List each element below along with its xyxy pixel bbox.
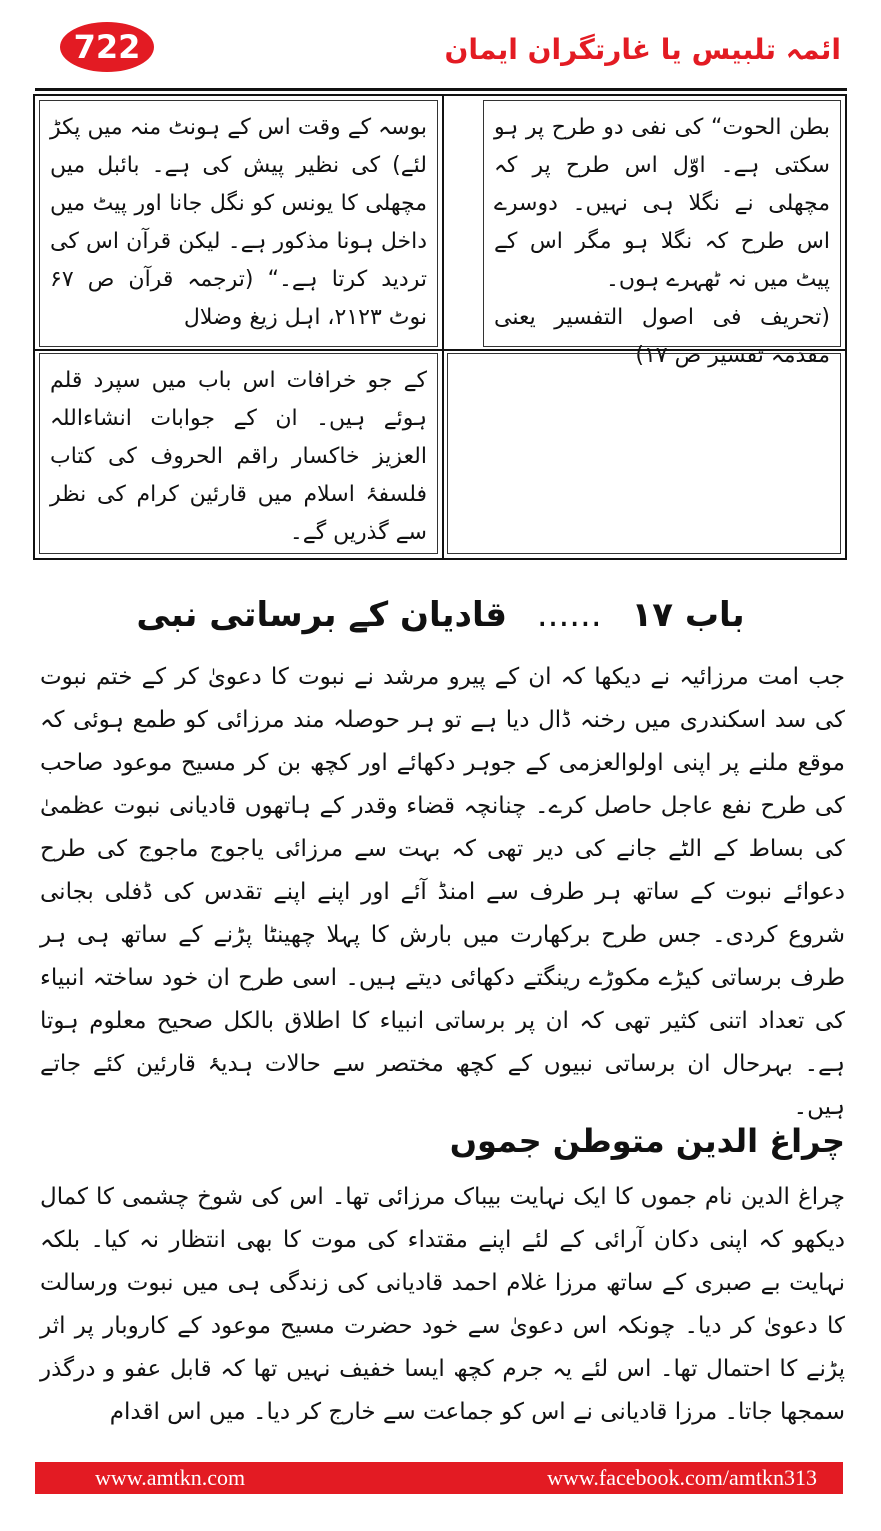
comparison-table bbox=[33, 94, 847, 560]
table-cell-bottom-left bbox=[39, 353, 438, 554]
page-header bbox=[0, 0, 881, 92]
facebook-link[interactable]: www.facebook.com/amtkn313 bbox=[547, 1465, 817, 1490]
chapter-heading bbox=[0, 588, 881, 642]
table-cell-bottom-right bbox=[447, 353, 841, 554]
header-divider bbox=[35, 88, 847, 91]
chapter-number: باب ۱۷ bbox=[631, 595, 745, 635]
section-heading: چراغ الدین متوطن جموں bbox=[449, 1122, 845, 1160]
chapter-separator: ...... bbox=[536, 595, 602, 635]
body-paragraph: چراغ الدین نام جموں کا ایک نہایت بیباک مرزائی تھا۔ اس کی شوخ چشمی کا کمال دیکھو کہ اپنی دکان آرائی کے لئے اپنے مقتداء کی موت کا بھی انتظار نہ کیا۔ بلکہ نہایت بے صبری کے ساتھ مرزا غلام احمد قادیانی کی زندگی ہی میں نبوت ورسالت کا دعویٰ کر دیا۔ چونکہ اس دعویٰ سے خود حضرت مسیح موعود کے کاروبار پر اثر پڑنے کا احتمال تھا۔ اس لئے یہ جرم کچھ ایسا خفیف نہیں تھا کہ قابل عفو و درگذر سمجھا جاتا۔ مرزا قادیانی نے اس کو جماعت سے خارج کر دیا۔ میں اس اقدام bbox=[40, 1184, 845, 1425]
cell-citation: (تحریف فی اصول التفسیر یعنی مقدمہ تفسیر ص ۱۷) bbox=[494, 305, 830, 368]
table-cell-top-right bbox=[483, 100, 841, 368]
book-title: ائمہ تلبیس یا غارتگران ایمان bbox=[444, 33, 841, 66]
page-number-badge: 722 bbox=[60, 22, 154, 72]
website-link[interactable]: www.amtkn.com bbox=[95, 1465, 246, 1490]
cell-text: کے جو خرافات اس باب میں سپرد قلم ہوئے ہیں۔ ان کے جوابات انشاءاللہ العزیز خاکسار راقم الحروف کی کتاب فلسفۂ اسلام میں قارئین کرام کی نظر سے گذریں گے۔ bbox=[50, 368, 427, 545]
table-cell-top-left bbox=[39, 100, 438, 347]
cell-text: بوسہ کے وقت اس کے ہونٹ منہ میں پکڑ لئے) کی نظیر پیش کی ہے۔ بائبل میں مچھلی کا یونس کو نگل جانا اور پیٹ میں داخل ہونا مذکور ہے۔ لیکن قرآن اس کی تردید کرتا ہے۔“ (ترجمہ قرآن ص ۶۷ نوٹ ۲۱۲۳، اہل زیغ وضلال bbox=[50, 115, 427, 330]
page-footer bbox=[35, 1462, 843, 1494]
cell-text: بطن الحوت“ کی نفی دو طرح پر ہو سکتی ہے۔ اوّل اس طرح پر کہ مچھلی نے نگلا ہی نہیں۔ دوسرے اس طرح کہ نگلا ہو مگر اس کے پیٹ میں نہ ٹھہرے ہوں۔ bbox=[494, 115, 830, 292]
body-paragraph: جب امت مرزائیہ نے دیکھا کہ ان کے پیرو مرشد نے نبوت کا دعویٰ کر کے ختم نبوت کی سد اسکندری میں رخنہ ڈال دیا ہے تو ہر حوصلہ مند مرزائی کو طمع ہوئی کہ موقع ملنے پر اپنی اولوالعزمی کے جوہر دکھائے اور کچھ بن کر مسیح موعود صاحب کی طرح نفع عاجل حاصل کرے۔ چنانچہ قضاء وقدر کے ہاتھوں قادیانی نبوت عظمیٰ کی بساط کے الٹے جانے کی دیر تھی کہ بہت سے مرزائی یاجوج ماجوج کی طرح دعوائے نبوت کے ساتھ ہر طرف سے امنڈ آئے اور اپنے اپنے تقدس کی ڈفلی بجانی شروع کردی۔ جس طرح برکھارت میں بارش کا پہلا چھینٹا پڑنے کے ساتھ ہی ہر طرف برساتی کیڑے مکوڑے رینگتے دکھائی دیتے ہیں۔ اسی طرح ان خود ساختہ انبیاء کی تعداد اتنی کثیر تھی کہ ان پر برساتی انبیاء کا اطلاق بالکل صحیح معلوم ہوتا ہے۔ بہرحال ان برساتی نبیوں کے کچھ مختصر سے حالات ہدیۂ قارئین کئے جاتے ہیں۔ bbox=[40, 664, 845, 1120]
chapter-title: قادیان کے برساتی نبی bbox=[136, 595, 507, 635]
table-column-divider bbox=[442, 96, 444, 558]
